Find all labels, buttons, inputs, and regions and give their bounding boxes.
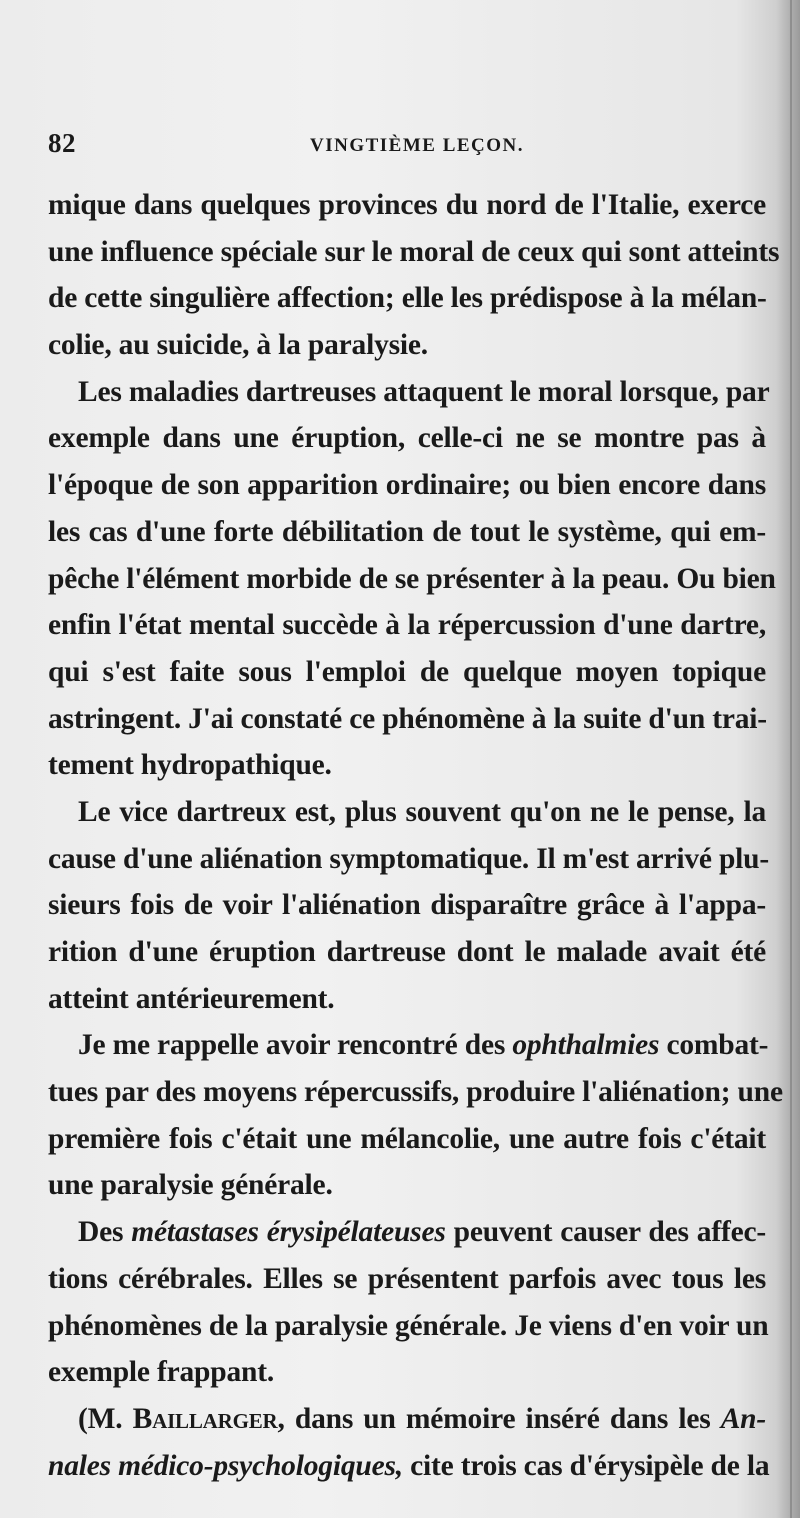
page-header: [48, 128, 768, 168]
text-run: Des: [78, 1216, 132, 1249]
text-line: exemple frappant.: [48, 1356, 275, 1389]
text-line: exemple dans une éruption, celle-ci ne se montre pas à: [48, 422, 766, 455]
journal-title: nales médico-psychologiques,: [48, 1449, 403, 1482]
text-line: atteint antérieurement.: [48, 982, 335, 1015]
text-line: pêche l'élément morbide de se présenter à la peau. Ou bien: [48, 562, 776, 595]
paragraph: [48, 789, 769, 1022]
body-text: [48, 182, 783, 1489]
text-run: cite trois cas d'érysipèle de la: [402, 1449, 770, 1482]
text-line: Le vice dartreux est, plus souvent qu'on ne le pense, la: [78, 795, 766, 828]
paragraph: [48, 1396, 770, 1489]
italic-term: ophthalmies: [512, 1029, 660, 1062]
text-line: Les maladies dartreuses attaquent le moral lorsque, par: [78, 375, 770, 408]
page-edge: [790, 0, 792, 1518]
text-line: rition d'une éruption dartreuse dont le malade avait été: [48, 936, 766, 968]
text-line: sieurs fois de voir l'aliénation disparaître grâce à l'appa-: [48, 889, 766, 922]
text-line: une paralysie générale.: [48, 1169, 333, 1202]
text-run: peuvent causer des affec-: [445, 1216, 766, 1249]
author-name: Baillarger: [132, 1402, 278, 1435]
text-line: l'époque de son apparition ordinaire; ou bien encore dans: [48, 469, 766, 502]
text-line: tions cérébrales. Elles se présentent parfois avec tous les: [48, 1262, 766, 1295]
text-line: qui s'est faite sous l'emploi de quelque moyen topique: [48, 655, 766, 688]
running-title: VINGTIÈME LEÇON.: [310, 135, 525, 156]
paragraph: [48, 182, 780, 369]
text-line: mique dans quelques provinces du nord de l'Italie, exerce: [48, 189, 766, 221]
text-line: les cas d'une forte débilitation de tout le système, qui em-: [48, 515, 766, 548]
text-line: [48, 1396, 766, 1443]
text-run: Je me rappelle avoir rencontré des: [78, 1029, 513, 1062]
text-line: cause d'une aliénation symptomatique. Il m'est arrivé plu-: [48, 842, 769, 875]
text-line: colie, au suicide, à la paralysie.: [48, 329, 428, 362]
text-line: [48, 1443, 770, 1490]
text-line: astringent. J'ai constaté ce phénomène à la suite d'un trai-: [48, 702, 767, 735]
text-line: tement hydropathique.: [48, 749, 332, 782]
italic-term: métastases érysipélateuses: [131, 1216, 446, 1249]
text-line: de cette singulière affection; elle les prédispose à la mélan-: [48, 282, 767, 315]
text-run: combat-: [659, 1029, 769, 1062]
text-line: [48, 1022, 769, 1069]
text-line: tues par des moyens répercussifs, produire l'aliénation; une: [48, 1076, 783, 1109]
text-line: phénomènes de la paralysie générale. Je viens d'en voir un: [48, 1309, 769, 1342]
paragraph: [48, 1209, 769, 1396]
text-line: une influence spéciale sur le moral de ceux qui sont atteints: [48, 235, 780, 268]
italic-term: An-: [720, 1402, 766, 1435]
text-run: (M.: [78, 1402, 133, 1435]
text-run: , dans un mémoire inséré dans les: [277, 1402, 721, 1435]
text-line: première fois c'était une mélancolie, une autre fois c'était: [48, 1122, 766, 1155]
text-line: enfin l'état mental succède à la répercussion d'une dartre,: [48, 609, 766, 642]
text-line: [48, 1209, 766, 1256]
page-number: 82: [48, 128, 76, 158]
paragraph: [48, 1022, 783, 1209]
paragraph: [48, 369, 776, 789]
